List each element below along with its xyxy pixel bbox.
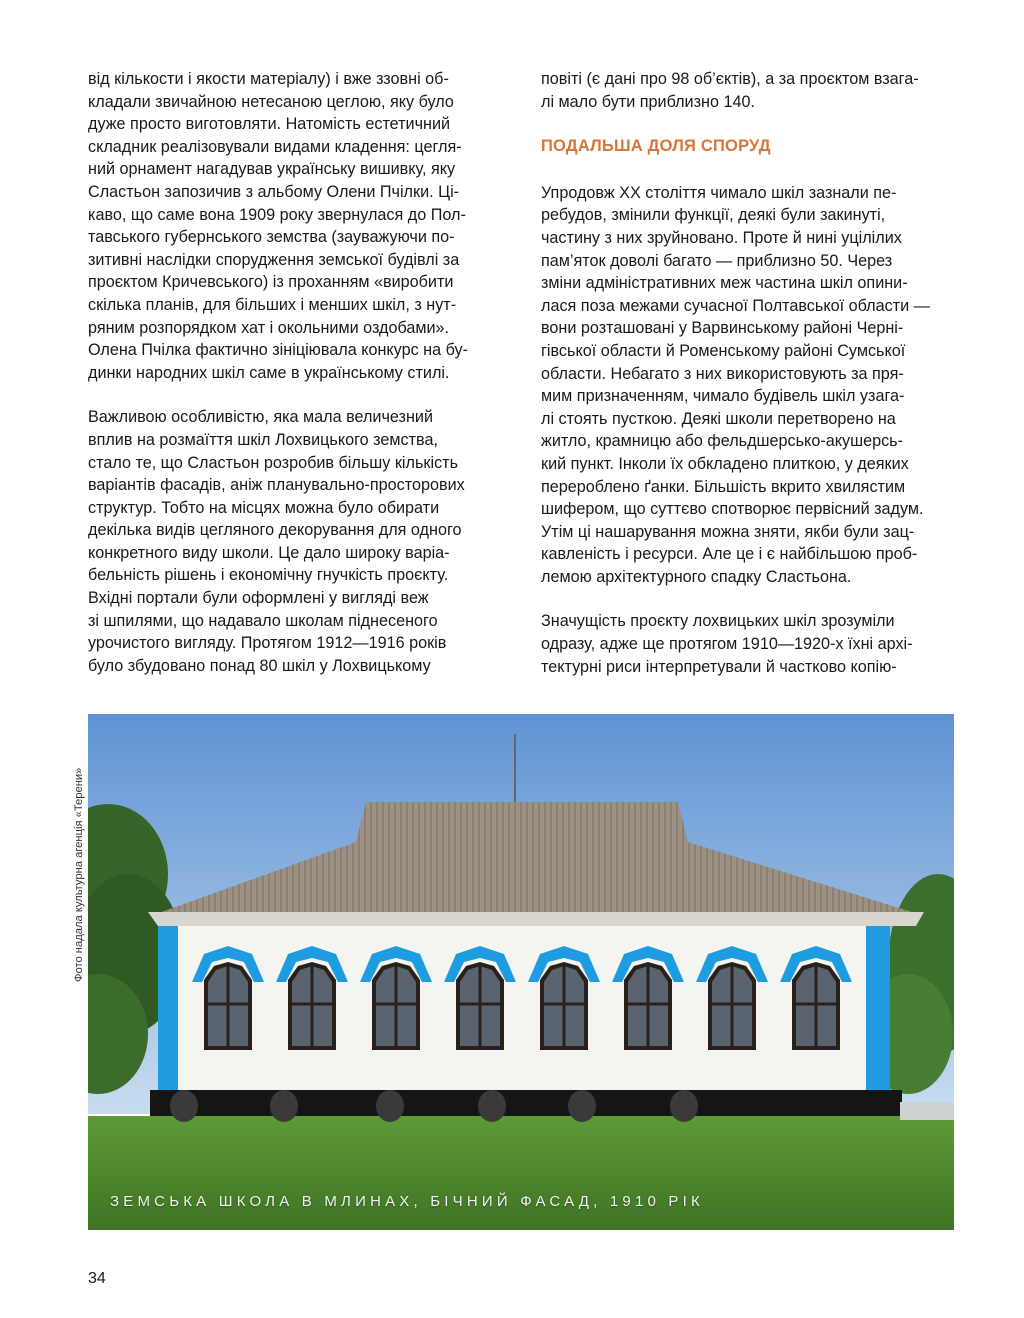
text-line: Значущість проєкту лохвицьких шкіл зрозуміли <box>541 612 895 631</box>
text-line: тавського губернського земства (зауважуючи по- <box>88 228 455 247</box>
text-line: ряним розпорядком хат і окольними оздобами». <box>88 318 450 337</box>
text-line: лемою архітектурного спадку Сластьона. <box>541 567 852 586</box>
text-line: частину з них зруйновано. Проте й нині уцілілих <box>541 228 902 247</box>
text-line: структур. Тобто на місцях можна було обирати <box>88 498 440 517</box>
page-number: 34 <box>88 1270 106 1287</box>
text-line: проєктом Кричевського) із проханням «виробити <box>88 273 454 292</box>
text-line: одразу, адже ще протягом 1910—1920-х їхні архі- <box>541 635 913 654</box>
tire <box>478 1090 506 1122</box>
text-line: конкретного виду школи. Це дало широку варіа- <box>88 543 450 562</box>
text-line: динки народних шкіл саме в українському стилі. <box>88 363 450 382</box>
text-line: Утім ці нашарування можна зняти, якби були зац- <box>541 522 915 541</box>
text-line: области. Небагато з них використовують за пря- <box>541 364 904 383</box>
text-line: лася поза межами сучасної Полтавської области — <box>541 296 930 315</box>
plinth <box>150 1090 902 1120</box>
school-illustration <box>88 714 954 1230</box>
text-line: гівської области й Роменському районі Сумської <box>541 341 906 360</box>
tire <box>670 1090 698 1122</box>
text-line: Олена Пчілка фактично зініціювала конкурс на бу- <box>88 341 469 360</box>
text-line: зитивні наслідки спорудження земської будівлі за <box>88 250 460 269</box>
photo-credit-text: Фото надала культурна агенція «Терени» <box>73 767 85 982</box>
text-line: Вхідні портали були оформлені у вигляді веж <box>88 589 429 608</box>
text-line: пам’яток доволі багато — приблизно 50. Через <box>541 251 893 270</box>
photo-credit <box>72 714 86 982</box>
school-photo <box>88 714 954 1230</box>
text-line: житло, крамницю або фельдшерсько-акушерсь- <box>541 432 903 451</box>
text-line: від кількости і якости матеріалу) і вже ззовні об- <box>88 70 449 88</box>
text-line: скілька планів, для більших і менших шкіл, з нут- <box>88 295 457 314</box>
text-line: Важливою особливістю, яка мала величезний <box>88 408 434 427</box>
blue-corner-right <box>866 926 890 1094</box>
text-line: зміни адміністративних меж частина шкіл опини- <box>541 274 908 293</box>
text-line: ний орнамент нагадував українську вишивку, яку <box>88 160 456 179</box>
text-line: лі мало бути приблизно 140. <box>541 92 755 111</box>
tire <box>270 1090 298 1122</box>
text-line: кладали звичайною нетесаною цеглою, яку було <box>88 92 454 111</box>
blue-corner-left <box>158 926 178 1094</box>
paragraph-1 <box>88 68 500 384</box>
text-line: складник реалізовували видами кладення: цегля- <box>88 137 462 156</box>
paragraph-4 <box>541 610 953 678</box>
text-line: шифером, що суттєво спотворює первісний задум. <box>541 500 924 519</box>
text-line: ребудов, змінили функції, деякі були закинуті, <box>541 206 886 225</box>
text-line: лі стоять пусткою. Деякі школи перетворено на <box>541 409 896 428</box>
text-line: тектурні риси інтерпретували й частково копію- <box>541 657 897 676</box>
text-line: декілька видів цегляного декорування для одного <box>88 521 462 540</box>
text-line: вони розташовані у Варвинському районі Черні- <box>541 319 904 338</box>
tire <box>568 1090 596 1122</box>
wall <box>158 926 890 1094</box>
text-line: стало те, що Сластьон розробив більшу кількість <box>88 453 459 472</box>
text-line: Сластьон запозичив з альбому Олени Пчілки. Ці- <box>88 182 460 201</box>
intro-paragraph <box>541 68 953 113</box>
text-line: повіті (є дані про 98 об’єктів), а за проєктом взага- <box>541 70 919 88</box>
text-line: кавленість і ресурси. Але це і є найбільшою проб- <box>541 545 918 564</box>
paragraph-3 <box>541 182 953 589</box>
text-line: варіантів фасадів, аніж планувально-просторових <box>88 476 465 495</box>
text-line: каво, що саме вона 1909 року звернулася до Пол- <box>88 205 466 224</box>
text-line: мим призначенням, чимало будівель шкіл узага- <box>541 387 905 406</box>
tire <box>170 1090 198 1122</box>
tire <box>376 1090 404 1122</box>
text-line: зі шпилями, що надавало школам піднесеного <box>88 611 438 630</box>
text-line: кий пункт. Інколи їх обкладено плиткою, у деяких <box>541 454 909 473</box>
text-line: дуже просто виготовляти. Натомість естетичний <box>88 115 451 134</box>
section-heading: ПОДАЛЬША ДОЛЯ СПОРУД <box>541 137 771 156</box>
text-line: Упродовж ХХ століття чимало шкіл зазнали пе- <box>541 183 897 202</box>
grass <box>88 1116 954 1230</box>
text-line: було збудовано понад 80 шкіл у Лохвицькому <box>88 656 431 675</box>
text-line: урочистого вигляду. Протягом 1912—1916 років <box>88 634 447 653</box>
paragraph-2 <box>88 406 500 677</box>
photo-caption: ЗЕМСЬКА ШКОЛА В МЛИНАХ, БІЧНИЙ ФАСАД, 1910 РІК <box>110 1193 704 1210</box>
text-line: вплив на розмаїття шкіл Лохвицького земства, <box>88 430 438 449</box>
left-column <box>88 68 500 699</box>
text-line: бельність рішень і економічну гнучкість проєкту. <box>88 566 449 585</box>
right-column <box>541 68 953 700</box>
text-line: перероблено ґанки. Більшість вкрито хвилястим <box>541 477 906 496</box>
